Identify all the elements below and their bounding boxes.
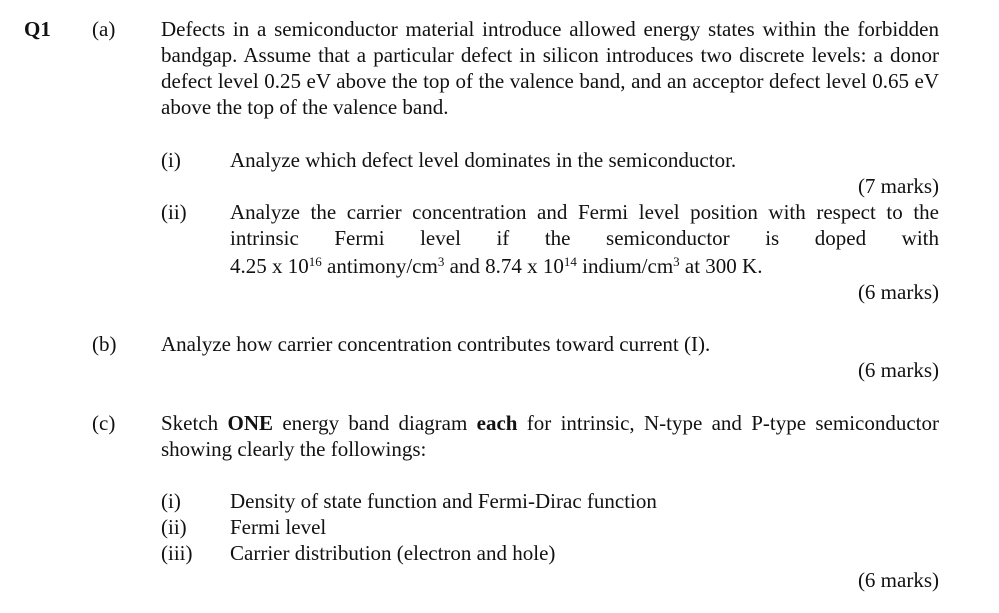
part-c-text-3: for intrinsic, N-type and P-type semiconductor showing clearly the followings: (161, 411, 940, 461)
part-c-item-2-label: (ii) (161, 515, 187, 539)
part-c-emphasis-one: ONE (227, 411, 273, 435)
part-b-text: Analyze how carrier concentration contributes toward current (I). (161, 332, 711, 356)
part-a-intro: Defects in a semiconductor material introduce allowed energy states within the forbidden bandgap. Assume that a particular defect in silicon introduces two discrete levels: a donor defect level 0.25 eV above the top of the valence band, and an acceptor defect level 0.65 eV above the top of the valence band. (161, 17, 939, 119)
part-c-label: (c) (92, 411, 116, 435)
doping-text-3: and 8.74 x 10 (444, 254, 564, 278)
part-c-item-1-text: Density of state function and Fermi-Dirac function (230, 489, 657, 513)
question-number: Q1 (24, 17, 51, 41)
part-c-emphasis-each: each (476, 411, 518, 435)
doping-text-5: at 300 K. (679, 254, 763, 278)
exponent-1: 16 (308, 254, 322, 269)
part-a-i-label: (i) (161, 148, 181, 172)
part-a-i-text: Analyze which defect level dominates in the semiconductor. (230, 148, 737, 172)
part-c-text-1: Sketch (161, 411, 228, 435)
part-a-i-marks: (7 marks) (857, 174, 939, 198)
doping-text-4: indium/cm (576, 254, 674, 278)
part-a-label: (a) (92, 17, 116, 41)
part-c-item-3-label: (iii) (161, 541, 193, 565)
exponent-2: 3 (437, 254, 445, 269)
part-a-ii-label: (ii) (161, 200, 187, 224)
part-b-marks: (6 marks) (857, 358, 939, 382)
part-b-label: (b) (92, 332, 117, 356)
part-c-intro (161, 410, 939, 462)
exponent-4: 3 (673, 254, 680, 269)
part-c-item-3-text: Carrier distribution (electron and hole) (230, 541, 556, 565)
part-a-ii-line2: intrinsic Fermi level if the semiconductor is doped with (230, 226, 939, 250)
part-a-ii-marks: (6 marks) (857, 280, 939, 304)
part-c-text-2: energy band diagram (273, 411, 477, 435)
part-a-ii-line1: Analyze the carrier concentration and Fermi level position with respect to the (230, 200, 939, 224)
part-c-item-2-text: Fermi level (230, 515, 327, 539)
part-c-item-1-label: (i) (161, 489, 181, 513)
doping-text-1: 4.25 x 10 (230, 254, 309, 278)
part-c-marks: (6 marks) (857, 568, 939, 592)
doping-text-2: antimony/cm (321, 254, 438, 278)
part-a-ii-line3 (230, 253, 939, 279)
exponent-3: 14 (563, 254, 577, 269)
